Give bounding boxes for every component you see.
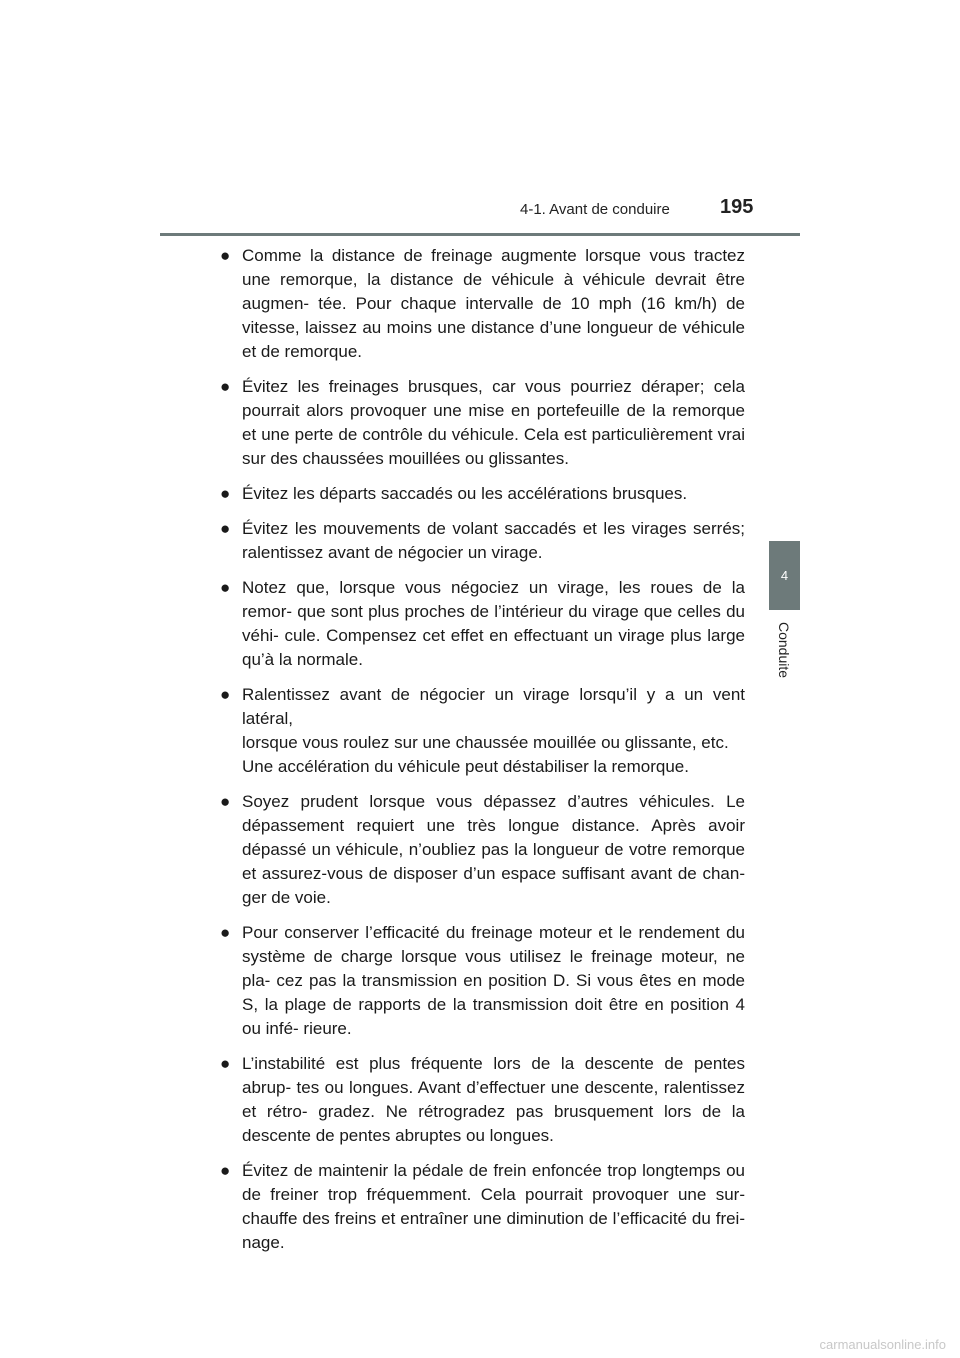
list-item xyxy=(220,683,745,779)
list-item-text: L’instabilité est plus fréquente lors de la descente de pentes abrup- tes ou longues. Avant d’effectuer une descente, ralentissez et rétro- gradez. Ne rétrogradez pas brusquement lors de la descente de pentes abruptes ou longues. xyxy=(242,1054,745,1145)
list-item-text: Évitez de maintenir la pédale de frein enfoncée trop longtemps ou de freiner trop fréquemment. Cela pourrait provoquer une sur- chauffe des freins et entraîner une diminution de l’efficacité du frei- nage. xyxy=(242,1161,745,1252)
section-title: 4-1. Avant de conduire xyxy=(520,201,670,218)
list-item xyxy=(220,517,745,565)
bullet-icon: ● xyxy=(220,519,231,538)
bullet-icon: ● xyxy=(220,246,231,265)
chapter-number: 4 xyxy=(780,568,789,583)
list-item xyxy=(220,482,745,506)
list-item xyxy=(220,244,745,364)
list-item-text: Pour conserver l’efficacité du freinage moteur et le rendement du système de charge lorsque vous utilisez le freinage moteur, ne pla- cez pas la transmission en position D. Si vous êtes en mode S, la plage de rapports de la transmission doit être en position 4 ou infé- rieure. xyxy=(242,923,745,1038)
watermark: carmanualsonline.info xyxy=(819,1337,946,1352)
header-divider xyxy=(160,233,800,236)
bullet-icon: ● xyxy=(220,484,231,503)
list-item xyxy=(220,576,745,672)
bullet-icon: ● xyxy=(220,1054,231,1073)
chapter-label xyxy=(773,620,795,680)
list-item-text: Notez que, lorsque vous négociez un virage, les roues de la remor- que sont plus proches de l’intérieur du virage que celles du véhi- cule. Compensez cet effet en effectuant un virage plus large qu’à la normale. xyxy=(242,578,745,669)
chapter-label-text: Conduite xyxy=(776,621,793,679)
bullet-list xyxy=(220,244,745,1266)
chapter-tab[interactable] xyxy=(769,541,800,610)
bullet-icon: ● xyxy=(220,377,231,396)
list-item xyxy=(220,1052,745,1148)
page-number: 195 xyxy=(720,196,754,218)
bullet-icon: ● xyxy=(220,685,231,704)
bullet-icon: ● xyxy=(220,1161,231,1180)
list-item-line: Ralentissez avant de négocier un virage lorsqu’il y a un vent latéral, xyxy=(242,685,745,728)
list-item xyxy=(220,1159,745,1255)
list-item-text: Évitez les départs saccadés ou les accélérations brusques. xyxy=(242,484,688,503)
list-item-text: Comme la distance de freinage augmente lorsque vous tractez une remorque, la distance de véhicule à véhicule devrait être augmen- tée. Pour chaque intervalle de 10 mph (16 km/h) de vitesse, laissez au moins une distance d’une longueur de véhicule et de remorque. xyxy=(242,246,745,361)
list-item-line: lorsque vous roulez sur une chaussée mouillée ou glissante, etc. xyxy=(242,733,729,752)
list-item-line: Une accélération du véhicule peut déstabiliser la remorque. xyxy=(242,757,689,776)
bullet-icon: ● xyxy=(220,923,231,942)
list-item-text: Soyez prudent lorsque vous dépassez d’autres véhicules. Le dépassement requiert une très longue distance. Après avoir dépassé un véhicule, n’oubliez pas la longueur de votre remorque et assurez-vous de disposer d’un espace suffisant avant de chan- ger de voie. xyxy=(242,792,745,907)
list-item xyxy=(220,375,745,471)
list-item-text xyxy=(242,683,745,779)
list-item xyxy=(220,921,745,1041)
list-item-text: Évitez les mouvements de volant saccadés et les virages serrés; ralentissez avant de négocier un virage. xyxy=(242,519,745,562)
list-item xyxy=(220,790,745,910)
list-item-text: Évitez les freinages brusques, car vous pourriez déraper; cela pourrait alors provoquer une mise en portefeuille de la remorque et une perte de contrôle du véhicule. Cela est particulièrement vrai sur des chaussées mouillées ou glissantes. xyxy=(242,377,745,468)
bullet-icon: ● xyxy=(220,792,231,811)
bullet-icon: ● xyxy=(220,578,231,597)
